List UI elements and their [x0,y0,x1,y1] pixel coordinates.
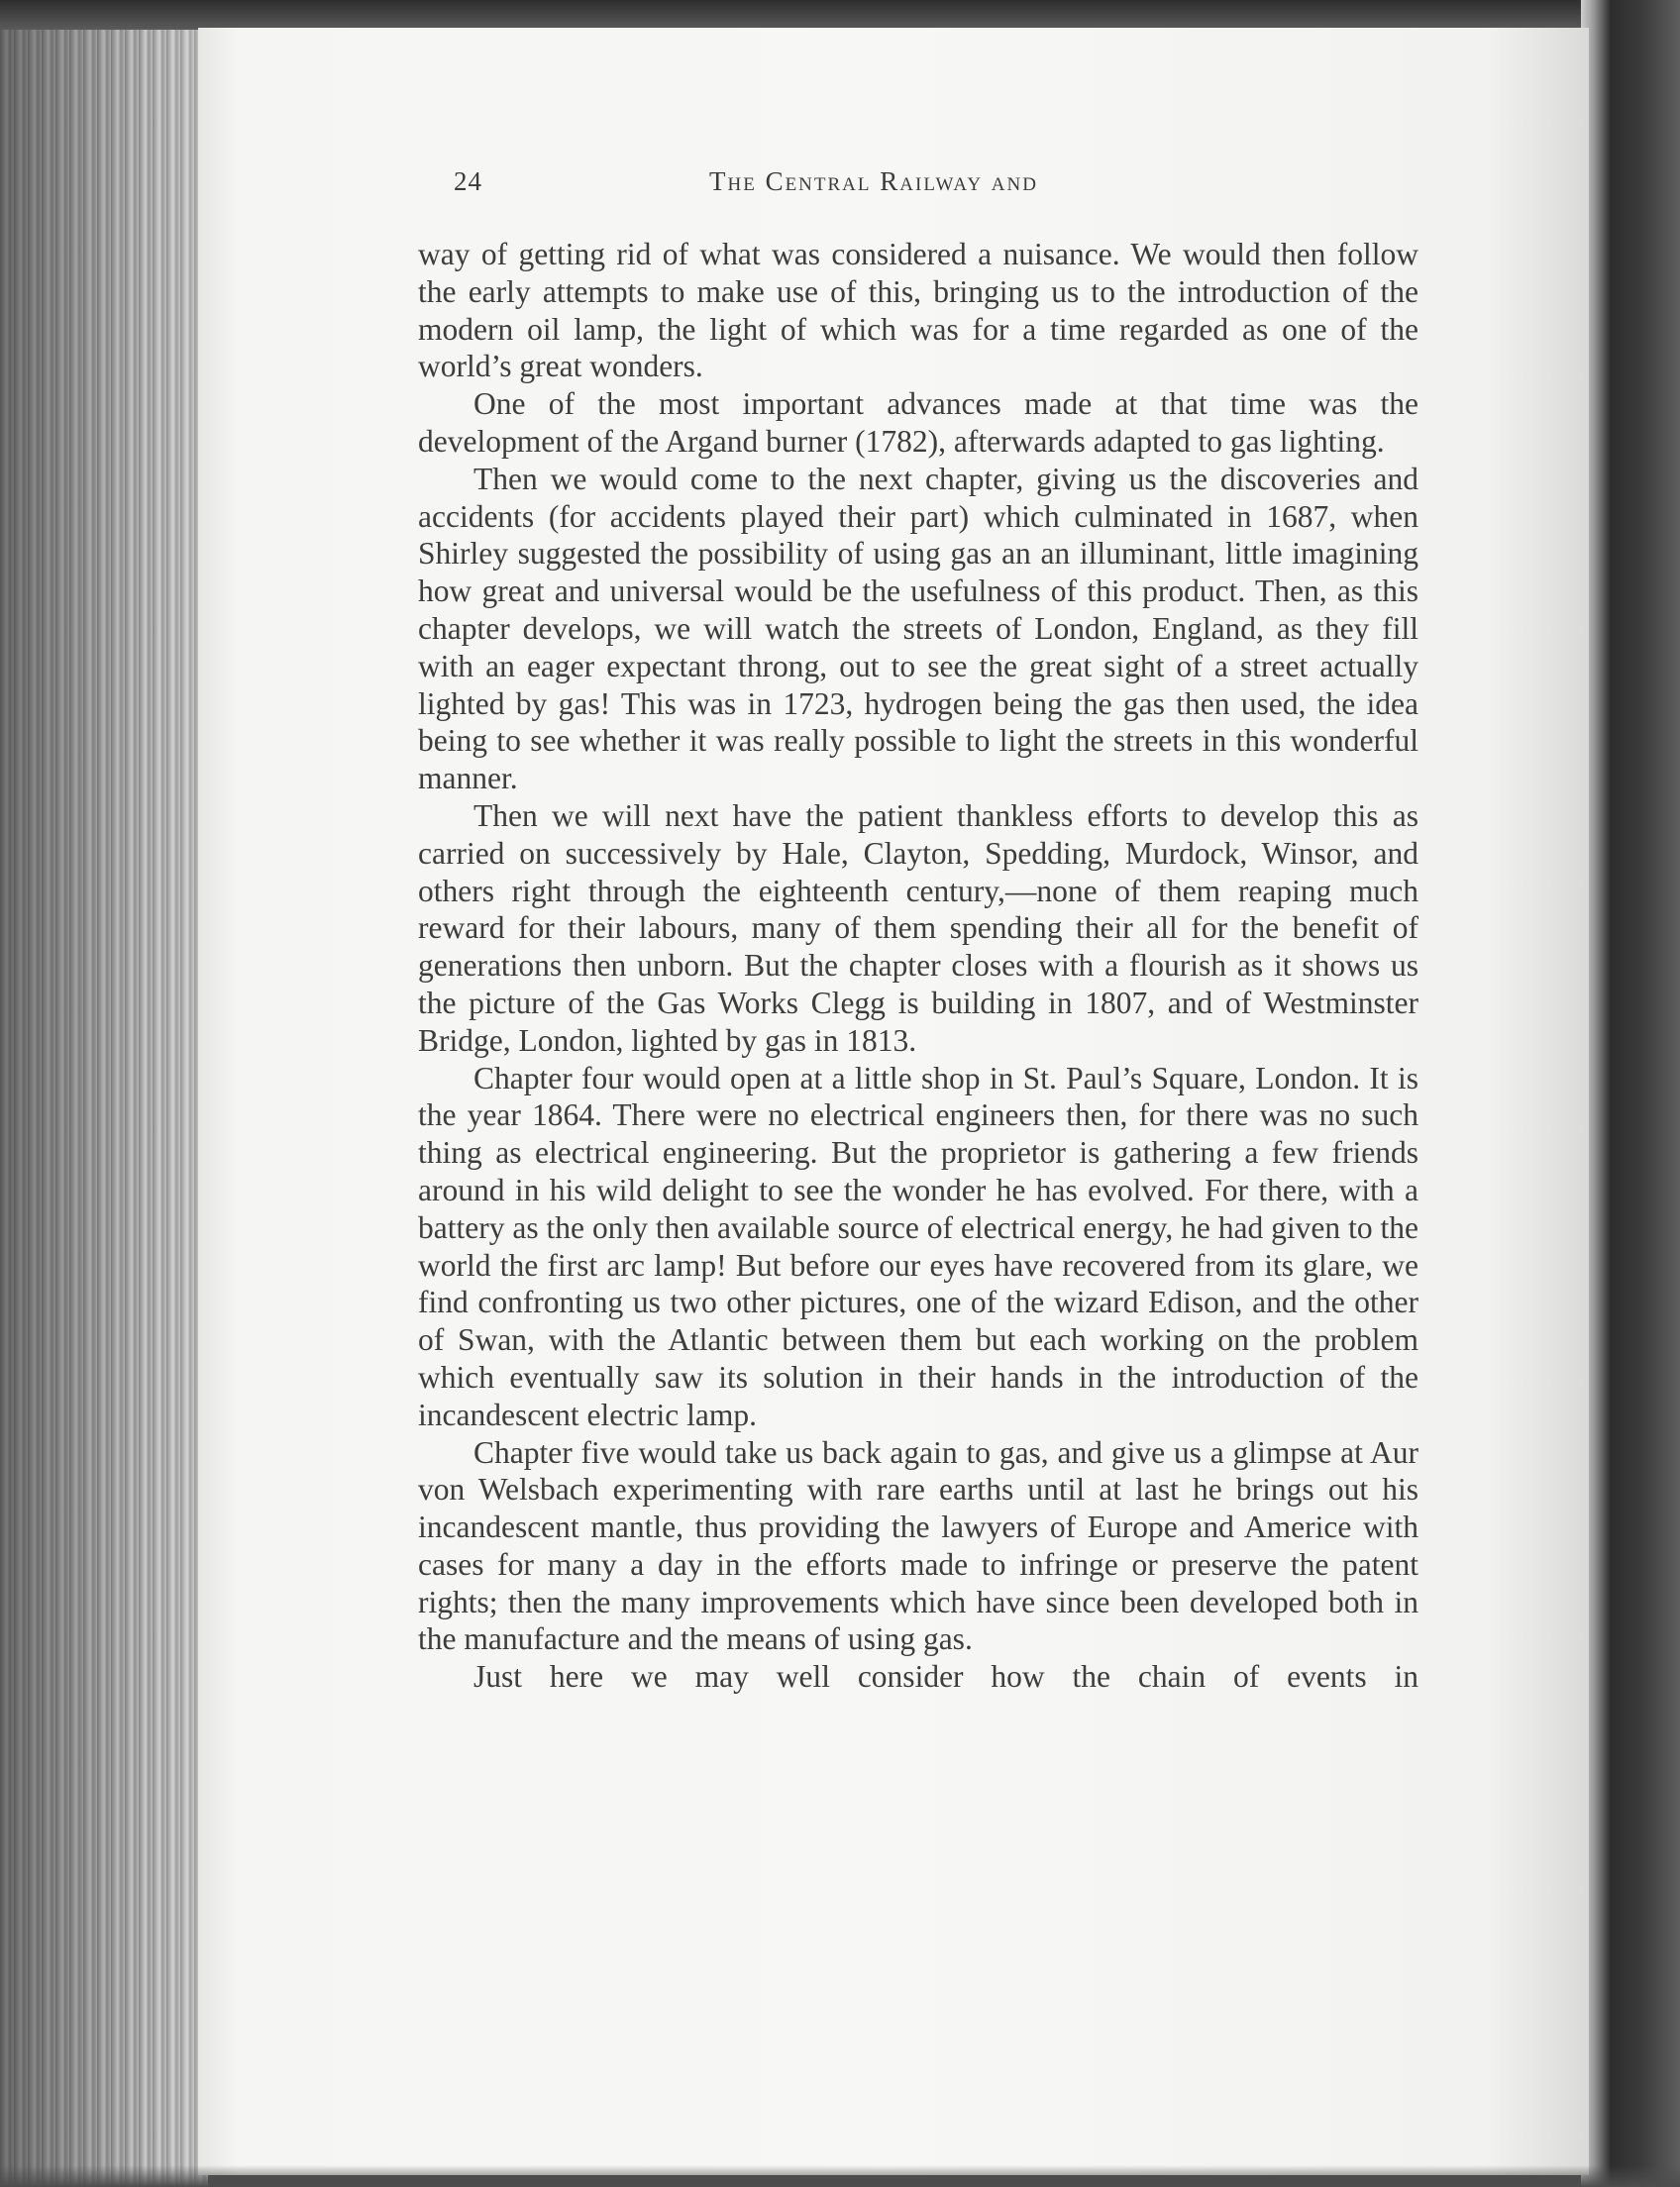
paragraph-gas-discovery: Then we would come to the next chapter, giving us the discoveries and accidents (for accidents played their part) which culminated in 1687, when Shirley suggested the possibility of using gas an an illuminant, little imagining how great and universal would be the usefulness of this product. Then, as this chapter develops, we will watch the streets of London, England, as they fill with an eager expectant throng, out to see the great sight of a street actually lighted by gas! This was in 1723, hydrogen being the gas then used, the idea being to see whether it was really possible to light the streets in this wonderful manner. [418,461,1418,796]
book-page [198,28,1589,2175]
page-edges-shadow [0,30,208,2187]
bottom-shadow [0,2165,1680,2187]
paragraph-final-line: Just here we may well consider how the chain of events in [473,1659,1418,1695]
page-number: 24 [454,166,482,196]
body-text [418,236,1418,1696]
paragraph-eighteenth-century: Then we will next have the patient thankless efforts to develop this as carried on successively by Hale, Clayton, Spedding, Murdock, Winsor, and others right through the eighteenth century,—none of them reaping much reward for their labours, many of them spending their all for the benefit of generations then unborn. But the chapter closes with a flourish as it shows us the picture of the Gas Works Clegg is building in 1807, and of Westminster Bridge, London, lighted by gas in 1813. [418,797,1418,1058]
paragraph-chapter-four: Chapter four would open at a little shop in St. Paul’s Square, London. It is the year 1864. There were no electrical engineers then, for there was no such thing as electrical engineering. But the proprietor is gathering a few friends around in his wild delight to see the wonder he has evolved. For there, with a battery as the only then available source of electrical energy, he had given to the world the first arc lamp! But before our eyes have recovered from its glare, we find confronting us two other pictures, one of the wizard Edison, and the other of Swan, with the Atlantic between them but each working on the problem which eventually saw its solution in their hands in the introduction of the incandescent electric lamp. [418,1060,1418,1432]
page-header [454,166,1345,206]
book-binding [1581,0,1680,2187]
top-shadow [0,0,1680,30]
paragraph-chapter-five: Chapter five would take us back again to gas, and give us a glimpse at Aur von Welsbach experimenting with rare earths until at last he brings out his incandescent mantle, thus providing the lawyers of Europe and Americe with cases for many a day in the efforts made to infringe or preserve the patent rights; then the many improvements which have since been developed both in the manufacture and the means of using gas. [418,1434,1418,1657]
paragraph-argand-burner: One of the most important advances made at that time was the development of the Argand burner (1782), afterwards adapted to gas lighting. [418,386,1418,459]
paragraph-continued: way of getting rid of what was considered a nuisance. We would then follow the early attempts to make use of this, bringing us to the introduction of the modern oil lamp, the light of which was for a time regarded as one of the world’s great wonders. [418,237,1418,384]
running-head: The Central Railway and [709,166,1038,196]
